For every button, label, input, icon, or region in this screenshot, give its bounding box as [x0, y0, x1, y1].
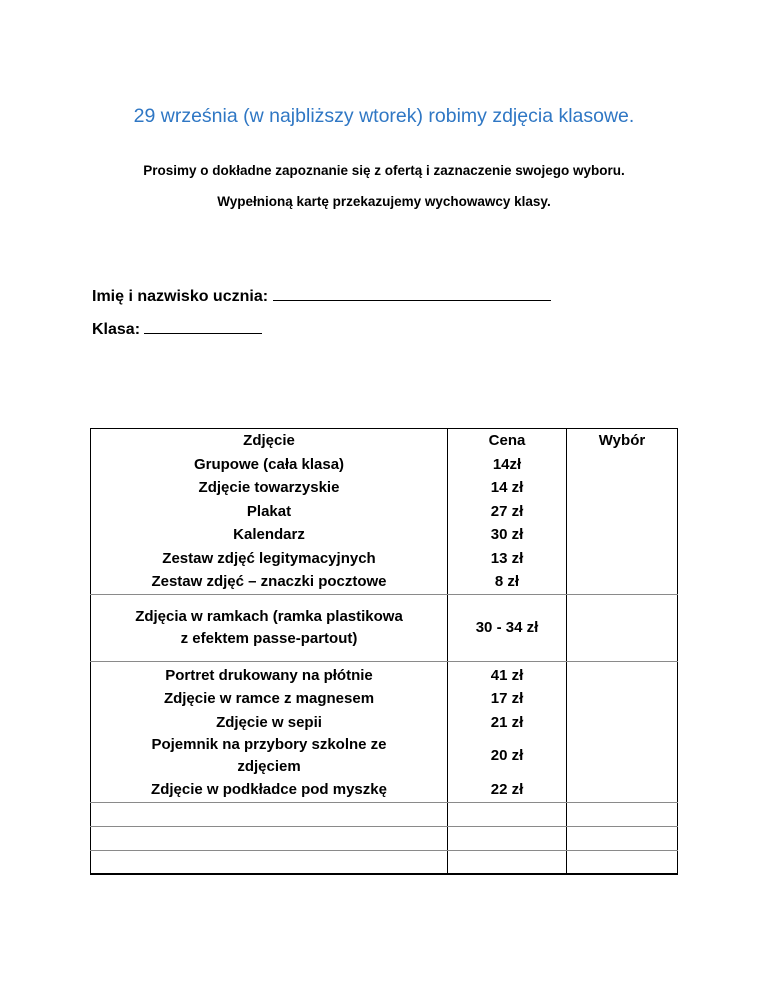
group2-item-cell [91, 594, 448, 661]
price-label: 13 zł [490, 549, 524, 567]
header-photo: Zdjęcie [243, 432, 295, 449]
intro-line-2: Wypełnioną kartę przekazujemy wychowawcy klasy. [217, 194, 551, 209]
header-price: Cena [488, 432, 526, 449]
item-label: Plakat [246, 502, 292, 520]
item-label-line: zdjęciem [237, 758, 301, 775]
price-label: 14zł [492, 455, 522, 473]
table-row [91, 594, 678, 661]
offer-table [90, 428, 678, 875]
intro-line-1: Prosimy o dokładne zapoznanie się z ofertą i zaznaczenie swojego wyboru. [143, 163, 625, 178]
item-label-line: z efektem passe-partout) [180, 629, 358, 647]
choice-cell[interactable] [567, 802, 678, 826]
group1-items-cell [91, 429, 448, 595]
page-title: 29 września (w najbliższy wtorek) robimy zdjęcia klasowe. [133, 105, 635, 127]
class-field[interactable] [92, 319, 262, 339]
item-label-line: Zdjęcia w ramkach (ramka plastikowa [135, 607, 403, 625]
empty-cell [91, 802, 448, 826]
group1-prices-cell [448, 429, 567, 595]
class-blank[interactable] [144, 319, 262, 334]
price-label: 41 zł [490, 666, 524, 684]
price-label: 21 zł [490, 713, 524, 731]
student-name-field[interactable] [92, 286, 551, 306]
choice-header-cell[interactable] [567, 429, 678, 595]
group3-items-cell [91, 661, 448, 802]
item-label: Zestaw zdjęć – znaczki pocztowe [151, 573, 387, 590]
choice-cell[interactable] [567, 850, 678, 874]
item-label: Kalendarz [233, 526, 305, 543]
item-label: Grupowe (cała klasa) [193, 455, 345, 473]
choice-cell[interactable] [567, 826, 678, 850]
price-label: 22 zł [490, 781, 524, 798]
table-row [91, 661, 678, 802]
item-label: Portret drukowany na płótnie [165, 666, 373, 684]
table-row [91, 826, 678, 850]
item-label: Zdjęcie w ramce z magnesem [163, 690, 375, 707]
table-row [91, 850, 678, 874]
item-label: Zdjęcie w podkładce pod myszkę [151, 781, 387, 798]
price-label: 14 zł [490, 479, 524, 496]
empty-cell [448, 826, 567, 850]
price-label: 27 zł [490, 502, 524, 520]
student-name-label: Imię i nazwisko ucznia: [92, 288, 269, 305]
price-label: 30 zł [490, 526, 524, 543]
choice-cell[interactable] [567, 661, 678, 802]
item-label-line: Pojemnik na przybory szkolne ze [151, 736, 387, 753]
student-name-blank[interactable] [273, 286, 551, 301]
group2-price-cell: 30 - 34 zł [448, 594, 567, 661]
item-label: Zestaw zdjęć legitymacyjnych [162, 549, 376, 567]
price-label: 20 zł [490, 747, 524, 764]
empty-cell [91, 850, 448, 874]
empty-cell [91, 826, 448, 850]
item-label: Zdjęcie towarzyskie [198, 479, 340, 496]
price-label: 17 zł [490, 690, 524, 707]
empty-cell [448, 850, 567, 874]
group3-prices-cell [448, 661, 567, 802]
item-label: Zdjęcie w sepii [216, 713, 322, 731]
table-row [91, 429, 678, 595]
class-label: Klasa: [92, 321, 141, 338]
empty-cell [448, 802, 567, 826]
price-label: 8 zł [494, 573, 520, 590]
header-choice: Wybór [598, 432, 646, 449]
choice-cell[interactable] [567, 594, 678, 661]
table-row [91, 802, 678, 826]
